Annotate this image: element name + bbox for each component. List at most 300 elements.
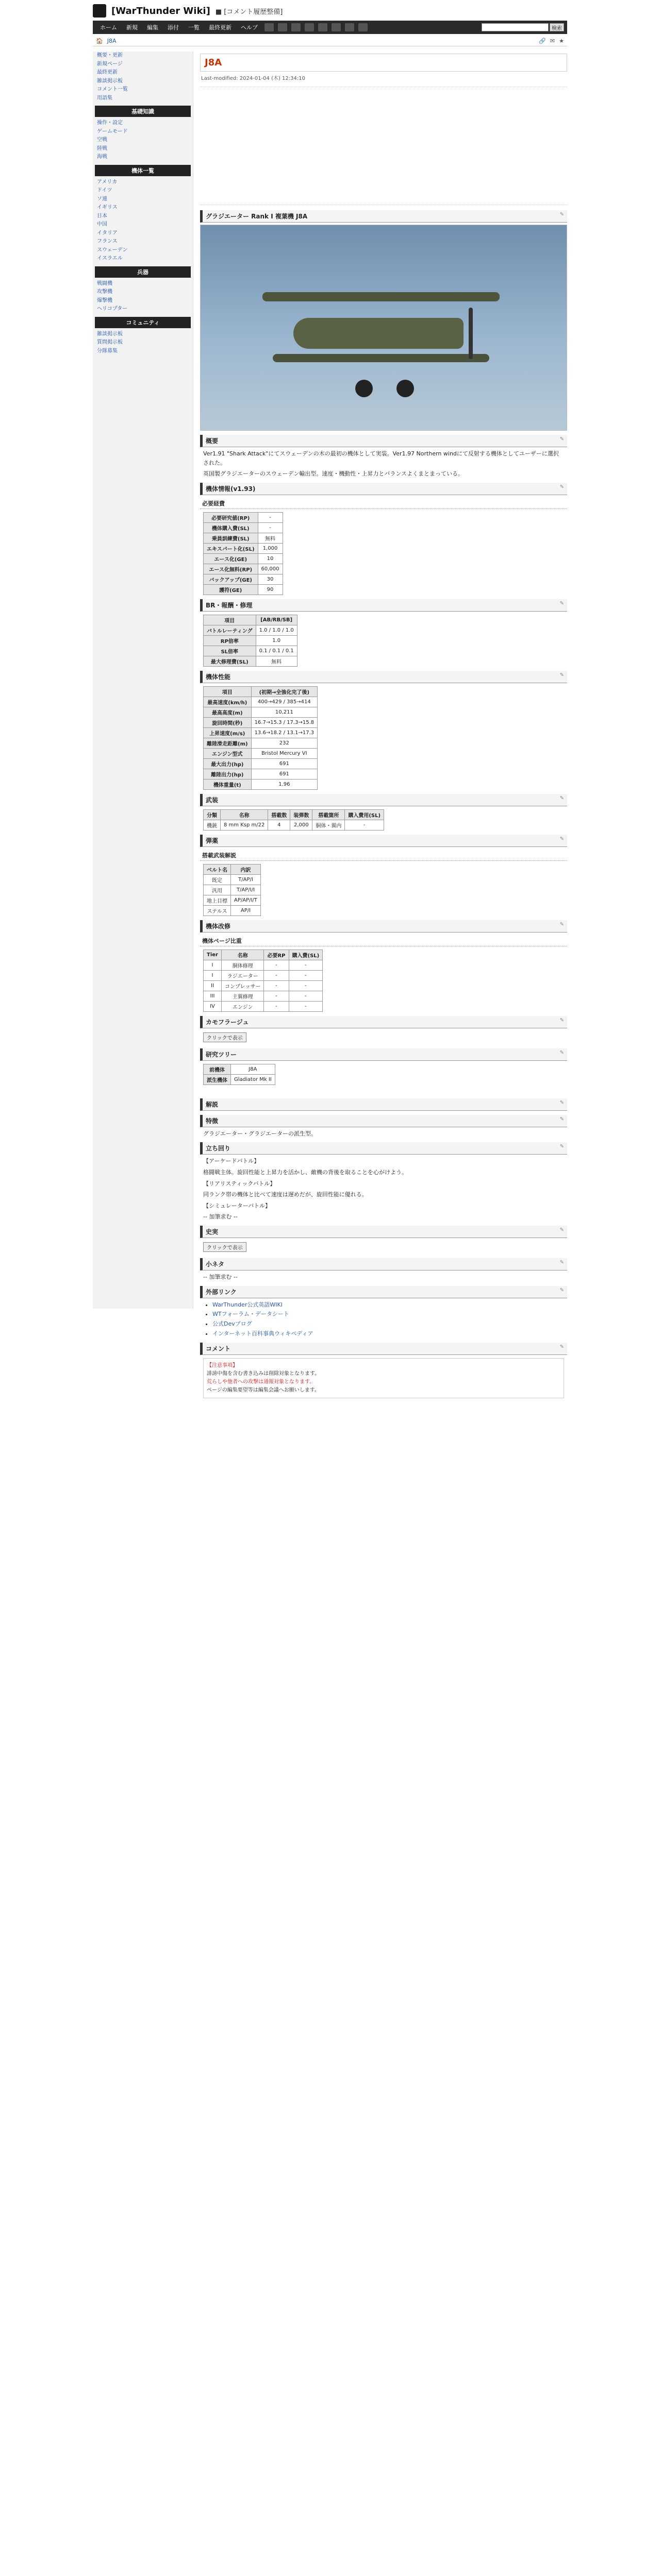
- sidebar-item[interactable]: ソ連: [97, 196, 107, 202]
- table-cell: SL倍率: [204, 646, 256, 656]
- main-content: [200, 52, 567, 1401]
- sidebar-item[interactable]: 分隊募集: [97, 348, 118, 354]
- table-cell: 8 mm Ksp m/22: [221, 820, 268, 830]
- section-history: [200, 1226, 567, 1238]
- external-links: [212, 1300, 555, 1339]
- subsection-title: 搭載武装解説: [200, 850, 567, 861]
- plane-body: [293, 318, 464, 349]
- plane-wheel: [355, 380, 373, 397]
- section-research: [200, 1048, 567, 1061]
- comment-notice: [203, 1358, 564, 1398]
- table-cell: エンジン型式: [204, 748, 252, 758]
- search-input[interactable]: [482, 23, 549, 31]
- table-cell: 機銃: [204, 820, 221, 830]
- table-cell: (初期→全強化完了後): [251, 686, 318, 697]
- comment-notice-title: 【注意事項】: [207, 1363, 238, 1369]
- table-cell: 旋回時間(秒): [204, 717, 252, 727]
- table-cell: T/AP/I/I: [231, 885, 261, 895]
- sidebar-item[interactable]: ヘリコプター: [97, 306, 128, 312]
- table-row: [204, 686, 318, 697]
- table-row: [204, 564, 283, 574]
- external-link[interactable]: WarThunder公式英語WIKI: [212, 1301, 283, 1308]
- menu-bar: [93, 21, 567, 34]
- edit-icon[interactable]: ✎: [559, 921, 564, 927]
- sidebar: [93, 52, 193, 1309]
- table-cell: AP/AP/I/T: [231, 895, 261, 905]
- table-cell: 2,000: [290, 820, 312, 830]
- expand-camo-button[interactable]: クリックで表示: [203, 1032, 246, 1042]
- table-cell: 離陸出力(hp): [204, 769, 252, 779]
- list-item: [212, 1310, 555, 1319]
- table-cell: -: [289, 970, 323, 980]
- section-title: コメント: [206, 1345, 231, 1353]
- table-row: [204, 543, 283, 553]
- edit-icon[interactable]: ✎: [559, 1099, 564, 1106]
- external-link[interactable]: WTフォーラム・データシート: [212, 1311, 289, 1318]
- table-row: [204, 646, 297, 656]
- performance-table: [203, 686, 318, 790]
- table-cell: 最高高度(m): [204, 707, 252, 717]
- table-cell: -: [264, 980, 289, 991]
- section-title: 武装: [206, 796, 219, 804]
- toolbar-icon[interactable]: [291, 23, 301, 31]
- search-button[interactable]: 検索: [550, 23, 564, 31]
- section-camouflage: [200, 1016, 567, 1028]
- table-cell: Tier: [204, 950, 222, 960]
- section-explanation: [200, 1098, 567, 1111]
- subsection-title: 機体ページ比重: [200, 936, 567, 946]
- table-row: [204, 970, 323, 980]
- table-cell: 内訳: [231, 864, 261, 874]
- star-icon[interactable]: ★: [559, 38, 564, 44]
- edit-icon[interactable]: ✎: [559, 672, 564, 678]
- table-cell: 400→429 / 385→414: [251, 697, 318, 707]
- section-title: 外部リンク: [206, 1288, 237, 1296]
- menu-item-home[interactable]: ホーム: [100, 24, 117, 31]
- table-cell: ステルス: [204, 905, 231, 916]
- table-cell: -: [264, 991, 289, 1001]
- plane-propeller: [469, 308, 473, 359]
- list-item: [212, 1319, 555, 1329]
- home-icon[interactable]: 🏠: [96, 38, 103, 44]
- toolbar-icon[interactable]: [278, 23, 287, 31]
- table-cell: -: [264, 1001, 289, 1011]
- section-title: 研究ツリー: [206, 1050, 237, 1058]
- table-cell: -: [345, 820, 384, 830]
- table-cell: -: [289, 980, 323, 991]
- table-row: [204, 717, 318, 727]
- table-row: [204, 779, 318, 789]
- table-row: [204, 905, 261, 916]
- table-row: [204, 950, 323, 960]
- section-modifications: [200, 920, 567, 933]
- sidebar-item[interactable]: 中国: [97, 222, 107, 227]
- sidebar-item[interactable]: 爆撃機: [97, 297, 112, 303]
- sidebar-item[interactable]: イスラエル: [97, 256, 123, 261]
- section-header: [200, 210, 567, 223]
- table-row: [204, 584, 283, 595]
- table-row: [204, 748, 318, 758]
- toolbar-icon[interactable]: [305, 23, 314, 31]
- section-title: 特徴: [206, 1117, 219, 1125]
- table-cell: 13.6→18.2 / 13.1→17.3: [251, 727, 318, 738]
- table-cell: 4: [268, 820, 290, 830]
- table-cell: 項目: [204, 686, 252, 697]
- link-icon[interactable]: 🔗: [539, 38, 546, 44]
- edit-icon[interactable]: ✎: [559, 484, 564, 490]
- section-features: [200, 1115, 567, 1127]
- table-cell[interactable]: Gladiator Mk II: [231, 1074, 275, 1084]
- menu-item-edit[interactable]: 編集: [147, 24, 158, 31]
- menu-item-attach[interactable]: 添付: [168, 24, 179, 31]
- table-cell: 必要RP: [264, 950, 289, 960]
- section-title: 概要: [206, 437, 219, 445]
- table-cell: 16.7→15.3 / 17.3→15.8: [251, 717, 318, 727]
- section-title: 立ち回り: [206, 1145, 231, 1153]
- research-table: [203, 1064, 275, 1085]
- toolbar-icon[interactable]: [318, 23, 327, 31]
- edit-icon[interactable]: ✎: [559, 1049, 564, 1056]
- table-cell: 1,000: [258, 543, 283, 553]
- table-row: [204, 1064, 275, 1074]
- table-cell: 名称: [221, 809, 268, 820]
- site-header: [93, 3, 283, 19]
- sidebar-item[interactable]: 陸戦: [97, 145, 107, 151]
- table-cell: 無料: [258, 533, 283, 543]
- edit-icon[interactable]: ✎: [559, 1116, 564, 1122]
- sidebar-item[interactable]: 概要・更新: [97, 53, 123, 58]
- toolbar-icon[interactable]: [358, 23, 368, 31]
- table-row: [204, 635, 297, 646]
- sidebar-section: [93, 165, 193, 263]
- table-cell: エース化(GE): [204, 553, 258, 564]
- table-row: [204, 980, 323, 991]
- table-cell: 1.96: [251, 779, 318, 789]
- table-cell: 10: [258, 553, 283, 564]
- table-row: [204, 895, 261, 905]
- table-cell: 分類: [204, 809, 221, 820]
- table-cell: -: [289, 991, 323, 1001]
- table-row: [204, 874, 261, 885]
- table-cell: 最高速度(km/h): [204, 697, 252, 707]
- site-name[interactable]: [WarThunder Wiki]: [111, 5, 210, 16]
- table-cell: 搭載数: [268, 809, 290, 820]
- section-title: 解説: [206, 1100, 219, 1108]
- last-modified: Last-modified: 2024-01-04 (木) 12:34:10: [201, 76, 305, 81]
- trivia-text: -- 加筆求む --: [203, 1273, 238, 1280]
- comment-notice-line: 誹謗中傷を含む書き込みは削除対象となります。: [207, 1371, 320, 1377]
- sidebar-item[interactable]: スウェーデン: [97, 247, 128, 253]
- menu-item-list[interactable]: 一覧: [188, 24, 200, 31]
- table-cell: RP倍率: [204, 635, 256, 646]
- section-title: 機体情報(v1.93): [206, 485, 256, 493]
- table-row: [204, 864, 261, 874]
- table-cell: 90: [258, 584, 283, 595]
- section-title: カモフラージュ: [206, 1018, 249, 1026]
- edit-icon[interactable]: ✎: [559, 436, 564, 442]
- edit-icon[interactable]: ✎: [559, 600, 564, 606]
- table-cell: バックアップ(GE): [204, 574, 258, 584]
- table-cell: [AB/RB/SB]: [256, 615, 297, 625]
- table-row: [204, 656, 297, 666]
- mail-icon[interactable]: ✉: [550, 38, 555, 44]
- table-row: [204, 707, 318, 717]
- table-row: [204, 697, 318, 707]
- toolbar-icon[interactable]: [264, 23, 274, 31]
- sidebar-item[interactable]: イタリア: [97, 230, 118, 236]
- section-title: 史実: [206, 1228, 219, 1235]
- table-cell: II: [204, 980, 222, 991]
- page-title: J8A: [200, 54, 567, 72]
- table-row: [204, 533, 283, 543]
- table-cell: コンプレッサー: [221, 980, 264, 991]
- table-row: [204, 758, 318, 769]
- table-cell: -: [289, 960, 323, 970]
- table-cell: 主翼修理: [221, 991, 264, 1001]
- sidebar-item[interactable]: ゲームモード: [97, 128, 128, 134]
- table-cell: 最大出力(hp): [204, 758, 252, 769]
- sidebar-item[interactable]: ドイツ: [97, 188, 112, 193]
- table-cell: 既定: [204, 874, 231, 885]
- subsection-title: 必要経費: [200, 498, 567, 509]
- table-row: [204, 727, 318, 738]
- edit-icon[interactable]: ✎: [559, 795, 564, 801]
- section-title: BR・報酬・修理: [206, 601, 253, 609]
- table-row: [204, 553, 283, 564]
- section-br: [200, 599, 567, 612]
- toolbar-icon[interactable]: [345, 23, 354, 31]
- armament-table: [203, 809, 384, 831]
- table-cell: 胴体・翼内: [312, 820, 345, 830]
- feature-text: グラジエーター・グラジエーターの派生型。: [203, 1130, 317, 1137]
- comment-notice-line: ページの編集要望等は編集会議へお願いします。: [207, 1387, 320, 1394]
- section-links: [200, 1286, 567, 1298]
- section-title: 機体性能: [206, 673, 231, 681]
- sidebar-item[interactable]: 空戦: [97, 137, 107, 143]
- ammo-table: [203, 864, 261, 916]
- table-row: [204, 809, 384, 820]
- plane-wing: [262, 292, 500, 301]
- table-row: [204, 769, 318, 779]
- expand-history-button[interactable]: クリックで表示: [203, 1242, 246, 1252]
- br-table: [203, 615, 297, 667]
- breadcrumb: [93, 36, 567, 46]
- table-cell: 地上目標: [204, 895, 231, 905]
- table-row: [204, 512, 283, 522]
- menu-item-recent[interactable]: 最終更新: [209, 24, 231, 31]
- rb-body: 同ランク帯の機体と比べて速度は遅めだが、旋回性能に優れる。: [203, 1191, 368, 1198]
- table-cell: I: [204, 970, 222, 980]
- sidebar-item[interactable]: 雑談掲示板: [97, 331, 123, 337]
- sidebar-item[interactable]: 雑談掲示板: [97, 78, 123, 84]
- table-cell[interactable]: J8A: [231, 1064, 275, 1074]
- table-cell: エース化無料(RP): [204, 564, 258, 574]
- section-comments: [200, 1343, 567, 1355]
- table-cell: エンジン: [221, 1001, 264, 1011]
- sidebar-item[interactable]: イギリス: [97, 205, 118, 210]
- external-link[interactable]: インターネット百科事典ウィキペディア: [212, 1330, 313, 1337]
- section-trivia: [200, 1258, 567, 1270]
- edit-icon[interactable]: ✎: [559, 1259, 564, 1265]
- sidebar-heading: コミュニティ: [95, 317, 191, 328]
- table-row: [204, 1001, 323, 1011]
- sidebar-item[interactable]: 海戦: [97, 154, 107, 160]
- section-title: 機体改修: [206, 922, 231, 930]
- section-armament: [200, 794, 567, 806]
- table-cell: IV: [204, 1001, 222, 1011]
- table-cell: 691: [251, 758, 318, 769]
- table-cell: 1.0: [256, 635, 297, 646]
- table-cell: 胴体修理: [221, 960, 264, 970]
- edit-icon[interactable]: ✎: [559, 1344, 564, 1350]
- section-ammo: [200, 835, 567, 847]
- ab-heading: 【アーケードバトル】: [203, 1158, 260, 1165]
- menu-item-new[interactable]: 新規: [126, 24, 138, 31]
- sidebar-section: [93, 106, 193, 162]
- table-cell: 前機体: [204, 1064, 231, 1074]
- table-cell: -: [264, 960, 289, 970]
- table-cell: 護符(GE): [204, 584, 258, 595]
- sidebar-item[interactable]: 戦闘機: [97, 280, 112, 286]
- table-cell: 項目: [204, 615, 256, 625]
- section-overview: [200, 435, 567, 447]
- table-cell: 無料: [256, 656, 297, 666]
- table-cell: 機体重量(t): [204, 779, 252, 789]
- sidebar-item[interactable]: 日本: [97, 213, 107, 219]
- table-cell: 機体購入費(SL): [204, 522, 258, 533]
- edit-icon[interactable]: ✎: [559, 1144, 564, 1150]
- table-row: [204, 991, 323, 1001]
- table-cell: AP/I: [231, 905, 261, 916]
- table-cell: 装弾数: [290, 809, 312, 820]
- list-item: [212, 1329, 555, 1339]
- table-cell: 名称: [221, 950, 264, 960]
- plane-wheel: [396, 380, 414, 397]
- table-cell: 0.1 / 0.1 / 0.1: [256, 646, 297, 656]
- table-cell: -: [289, 1001, 323, 1011]
- table-cell: 派生機体: [204, 1074, 231, 1084]
- sidebar-section: [93, 266, 193, 314]
- sidebar-heading: 基礎知識: [95, 106, 191, 117]
- table-cell: 乗員訓練費(SL): [204, 533, 258, 543]
- table-row: [204, 885, 261, 895]
- table-row: [204, 1074, 275, 1084]
- sidebar-item[interactable]: 攻撃機: [97, 289, 112, 295]
- table-row: [204, 960, 323, 970]
- table-row: [204, 522, 283, 533]
- table-cell: III: [204, 991, 222, 1001]
- table-row: [204, 574, 283, 584]
- sidebar-heading: 兵器: [95, 266, 191, 278]
- table-cell: 上昇速度(m/s): [204, 727, 252, 738]
- ad-space: [200, 87, 567, 205]
- table-row: [204, 820, 384, 830]
- table-cell: 購入費用(SL): [345, 809, 384, 820]
- table-cell: 最大修理費(SL): [204, 656, 256, 666]
- sidebar-item[interactable]: 操作・設定: [97, 120, 123, 126]
- section-title: 小ネタ: [206, 1260, 225, 1268]
- table-cell: ベルト名: [204, 864, 231, 874]
- table-cell: T/AP/I: [231, 874, 261, 885]
- sidebar-item[interactable]: フランス: [97, 239, 118, 244]
- modification-table: [203, 950, 323, 1012]
- table-cell: バトルレーティング: [204, 625, 256, 635]
- section-spec: [200, 483, 567, 495]
- aircraft-photo: [200, 225, 567, 431]
- table-cell: 汎用: [204, 885, 231, 895]
- edit-icon[interactable]: ✎: [559, 212, 564, 217]
- site-logo-icon[interactable]: [93, 4, 106, 18]
- section-performance: [200, 671, 567, 683]
- edit-icon[interactable]: ✎: [559, 1227, 564, 1233]
- edit-icon[interactable]: ✎: [559, 1017, 564, 1023]
- table-cell: エキスパート化(SL): [204, 543, 258, 553]
- overview-text-2: 英国製グラジエーターのスウェーデン輸出型。速度・機動性・上昇力とバランスよくまとまっている。: [203, 470, 464, 478]
- ab-body: 格闘戦主体。旋回性能と上昇力を活かし、敵機の背後を取ることを心がけよう。: [203, 1168, 407, 1176]
- sidebar-section: [93, 317, 193, 356]
- top-bar: [93, 0, 567, 49]
- cost-table: [203, 512, 283, 595]
- sidebar-item[interactable]: アメリカ: [97, 179, 118, 185]
- table-cell: 691: [251, 769, 318, 779]
- external-link[interactable]: 公式Devブログ: [212, 1320, 252, 1327]
- sidebar-item[interactable]: 最終更新: [97, 70, 118, 75]
- menu-item-help[interactable]: ヘルプ: [241, 24, 258, 31]
- table-cell: -: [258, 512, 283, 522]
- table-row: [204, 625, 297, 635]
- toolbar-icon[interactable]: [332, 23, 341, 31]
- table-cell: 購入費(SL): [289, 950, 323, 960]
- sidebar-item[interactable]: 用語集: [97, 95, 112, 101]
- table-cell: 30: [258, 574, 283, 584]
- sb-heading: 【シミュレーターバトル】: [203, 1202, 271, 1209]
- sidebar-section: [93, 52, 193, 103]
- table-cell: -: [258, 522, 283, 533]
- table-cell: I: [204, 960, 222, 970]
- table-row: [204, 738, 318, 748]
- comment-notice-line: 荒らしや他者への攻撃は通報対象となります。: [207, 1379, 315, 1385]
- sidebar-item[interactable]: コメント一覧: [97, 87, 128, 92]
- sidebar-item[interactable]: 新規ページ: [97, 61, 123, 67]
- edit-icon[interactable]: ✎: [559, 1287, 564, 1293]
- page-actions: [539, 38, 564, 44]
- sb-body: -- 加筆求む --: [203, 1213, 238, 1221]
- section-title: グラジエーター Rank I 複葉機 J8A: [206, 213, 308, 220]
- table-cell: 10,211: [251, 707, 318, 717]
- table-cell: 1.0 / 1.0 / 1.0: [256, 625, 297, 635]
- table-row: [204, 615, 297, 625]
- sidebar-item[interactable]: 質問掲示板: [97, 340, 123, 345]
- section-title: 弾薬: [206, 837, 219, 844]
- table-cell: -: [264, 970, 289, 980]
- rb-heading: 【リアリスティックバトル】: [203, 1180, 276, 1187]
- table-cell: 232: [251, 738, 318, 748]
- sidebar-heading: 機体一覧: [95, 165, 191, 176]
- section-tactics: [200, 1142, 567, 1155]
- table-cell: 必要研究値(RP): [204, 512, 258, 522]
- site-subtitle[interactable]: ■ [コメント履歴整備]: [215, 8, 283, 16]
- table-cell: ラジエーター: [221, 970, 264, 980]
- table-cell: 60,000: [258, 564, 283, 574]
- list-item: [212, 1300, 555, 1310]
- plane-wing: [273, 354, 489, 362]
- table-cell: Bristol Mercury VI: [251, 748, 318, 758]
- table-cell: 搭載箇所: [312, 809, 345, 820]
- overview-text: Ver1.91 "Shark Attack"にてスウェーデンの木の最初の機体として実装。Ver1.97 Northern windにて反射する機体としてユーザーに選択された。: [203, 450, 559, 466]
- edit-icon[interactable]: ✎: [559, 836, 564, 842]
- breadcrumb-page[interactable]: J8A: [107, 38, 117, 44]
- table-cell: 離陸滑走距離(m): [204, 738, 252, 748]
